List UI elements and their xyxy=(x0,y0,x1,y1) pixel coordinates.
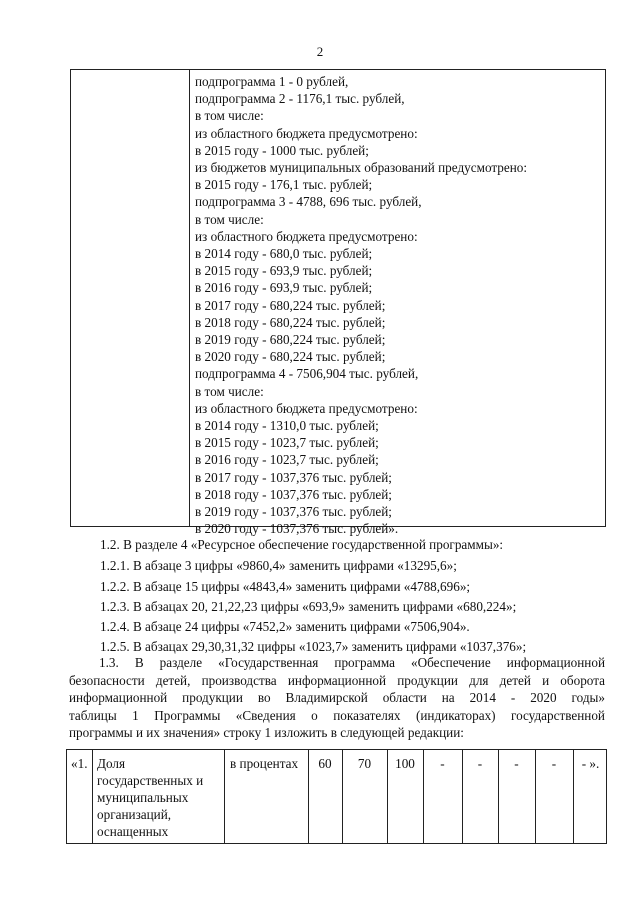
value-cell: - xyxy=(477,756,483,771)
indicator-table xyxy=(66,749,607,844)
col-divider xyxy=(224,750,225,843)
indicator-name-line: муниципальных xyxy=(97,790,189,805)
unit-cell: в процентах xyxy=(230,756,299,771)
funding-line: в 2016 году - 1023,7 тыс. рублей; xyxy=(195,452,379,468)
funding-line: в 2020 году - 1037,376 тыс. рублей». xyxy=(195,521,399,537)
funding-line: в 2015 году - 176,1 тыс. рублей; xyxy=(195,177,373,193)
paragraph-line: информационной продукции во Владимирской области на 2014 - 2020 годы» xyxy=(69,690,605,706)
value-cell: 100 xyxy=(395,756,415,771)
section-1-3-paragraph xyxy=(69,654,605,742)
funding-line: в 2015 году - 1000 тыс. рублей; xyxy=(195,142,369,158)
value-cell: - xyxy=(514,756,519,771)
col-divider xyxy=(92,750,93,843)
funding-line: в 2015 году - 693,9 тыс. рублей; xyxy=(195,263,373,279)
funding-line: подпрограмма 2 - 1176,1 тыс. рублей, xyxy=(195,91,405,107)
value-cell: 60 xyxy=(318,756,332,771)
funding-line: из бюджетов муниципальных образований предусмотрено: xyxy=(195,160,528,176)
funding-line: в 2019 году - 1037,376 тыс. рублей; xyxy=(195,504,392,520)
value-cell: - ». xyxy=(581,756,600,771)
amendment-line: 1.2.3. В абзацах 20, 21,22,23 цифры «693,9» заменить цифрами «680,224»; xyxy=(100,599,517,614)
indicator-name xyxy=(97,755,203,840)
funding-line: в 2014 году - 1310,0 тыс. рублей; xyxy=(195,418,379,434)
funding-line: в 2015 году - 1023,7 тыс. рублей; xyxy=(195,435,379,451)
paragraph-line: 1.3. В разделе «Государственная программа «Обеспечение информационной xyxy=(99,655,605,670)
funding-line: в 2018 году - 1037,376 тыс. рублей; xyxy=(195,486,392,502)
paragraph-line: таблицы 1 Программы «Сведения о показателях (индикаторах) государственной xyxy=(69,707,605,723)
funding-line: в 2017 году - 1037,376 тыс. рублей; xyxy=(195,469,392,485)
row-number: «1. xyxy=(71,756,88,771)
table-divider xyxy=(189,70,190,526)
funding-line: в 2018 году - 680,224 тыс. рублей; xyxy=(195,314,386,330)
amendment-line: 1.2.2. В абзаце 15 цифры «4843,4» заменить цифрами «4788,696»; xyxy=(100,579,471,594)
amendment-line: 1.2.5. В абзацах 29,30,31,32 цифры «1023,7» заменить цифрами «1037,376»; xyxy=(100,639,527,654)
value-cell: 70 xyxy=(357,756,372,771)
funding-line: в том числе: xyxy=(195,211,264,227)
funding-line: из областного бюджета предусмотрено: xyxy=(195,400,418,416)
funding-line: в том числе: xyxy=(195,383,264,399)
amendment-line: 1.2.1. В абзаце 3 цифры «9860,4» заменить цифрами «13295,6»; xyxy=(100,558,457,573)
amendment-line: 1.2. В разделе 4 «Ресурсное обеспечение государственной программы»: xyxy=(100,537,504,552)
funding-line: в 2014 году - 680,0 тыс. рублей; xyxy=(195,246,373,262)
funding-table xyxy=(70,69,606,537)
funding-line: из областного бюджета предусмотрено: xyxy=(195,125,418,141)
funding-line: в том числе: xyxy=(195,108,264,124)
indicator-name-line: государственных и xyxy=(97,773,204,788)
page-number: 2 xyxy=(316,44,324,59)
funding-line: в 2016 году - 693,9 тыс. рублей; xyxy=(195,280,373,296)
value-cell: - xyxy=(551,756,557,771)
value-cell: - xyxy=(440,756,445,771)
funding-line: подпрограмма 1 - 0 рублей, xyxy=(195,74,349,89)
indicator-name-line: организаций, xyxy=(97,807,172,822)
indicator-name-line: оснащенных xyxy=(97,824,169,839)
funding-line: в 2020 году - 680,224 тыс. рублей; xyxy=(195,349,386,365)
funding-line: из областного бюджета предусмотрено: xyxy=(195,228,418,244)
funding-lines xyxy=(195,73,600,537)
paragraph-line: программы и их значения» строку 1 изложить в следующей редакции: xyxy=(69,725,464,741)
indicator-name-line: Доля xyxy=(97,756,126,771)
amendment-line: 1.2.4. В абзаце 24 цифры «7452,2» заменить цифрами «7506,904». xyxy=(100,619,470,634)
funding-line: в 2017 году - 680,224 тыс. рублей; xyxy=(195,297,386,313)
paragraph-line: безопасности детей, производства информационной продукции для детей и оборота xyxy=(69,672,605,688)
funding-line: в 2019 году - 680,224 тыс. рублей; xyxy=(195,332,386,348)
funding-line: подпрограмма 3 - 4788, 696 тыс. рублей, xyxy=(195,194,422,210)
funding-line: подпрограмма 4 - 7506,904 тыс. рублей, xyxy=(195,366,419,382)
